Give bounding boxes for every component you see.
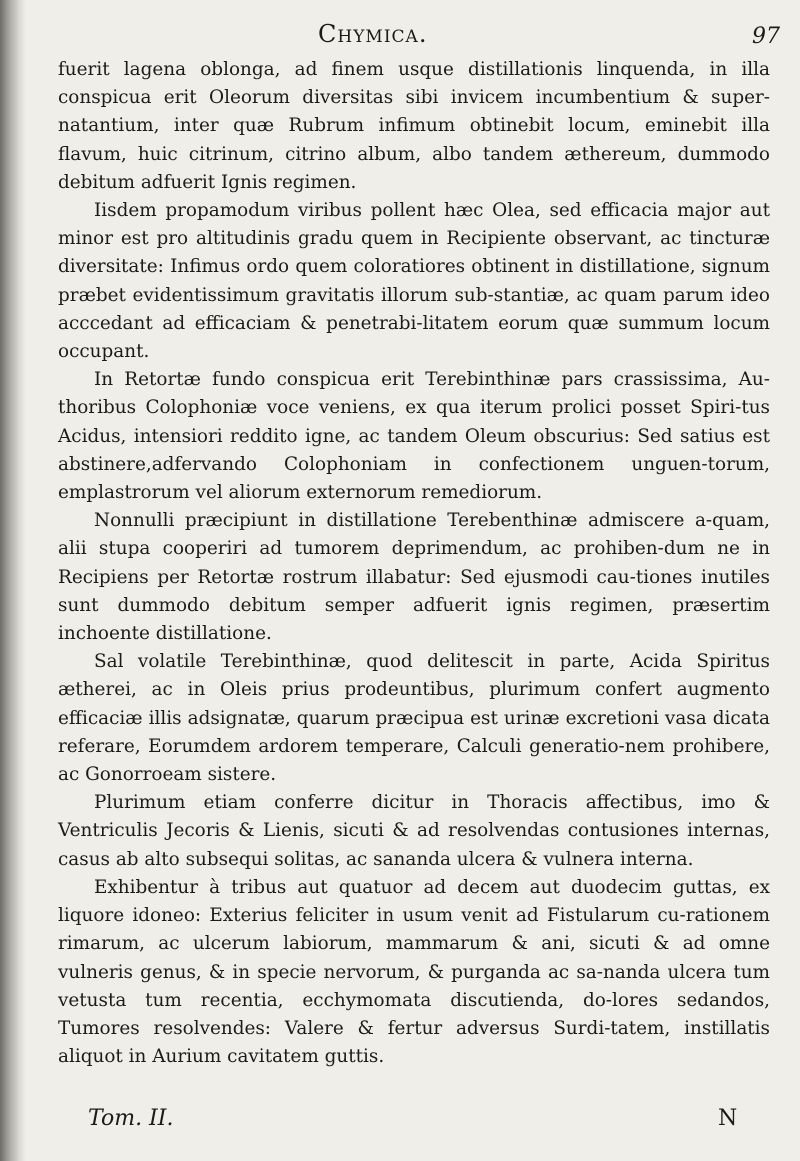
paragraph: Plurimum etiam conferre dicitur in Thoracis affectibus, imo & Ventriculis Jecoris & Lienis, sicuti & ad resolvendas contusiones internas, casus ab alto subsequi solitas, ac sananda ulcera & vulnera interna. [58,792,770,870]
page-footer [0,1106,800,1146]
signature-mark: N [718,1106,738,1131]
binding-shadow [0,0,26,1161]
volume-mark: Tom. II. [88,1106,174,1131]
paragraph: In Retortæ fundo conspicua erit Terebinthinæ pars crassissima, Au-thoribus Colophoniæ voce veniens, ex qua iterum prolici posset Spiri-tus Acidus, intensiori reddito igne, ac tandem Oleum obscurius: Sed satius est abstinere,adfervando Colophoniam in confectionem unguen-torum, emplastrorum vel aliorum externorum remediorum. [58,369,770,504]
paragraph: Iisdem propamodum viribus pollent hæc Olea, sed efficacia major aut minor est pro altitudinis gradu quem in Recipiente observant, ac tincturæ diversitate: Infimus ordo quem coloratiores obtinent in distillatione, signum præbet evidentissimum gravitatis illorum sub-stantiæ, ac quam parum ideo acccedant ad efficaciam & penetrabi-litatem eorum quæ summum locum occupant. [58,200,770,363]
paragraph: Sal volatile Terebinthinæ, quod delitescit in parte, Acida Spiritus ætherei, ac in Oleis prius prodeuntibus, plurimum confert augmento efficaciæ illis adsignatæ, quarum præcipua est urinæ excretioni vasa dicata referare, Eorumdem ardorem temperare, Calculi generatio-nem prohibere, ac Gonorroeam sistere. [58,651,770,786]
page-number: 97 [752,24,780,49]
paragraph: Exhibentur à tribus aut quatuor ad decem aut duodecim guttas, ex liquore idoneo: Exterius feliciter in usum venit ad Fistularum cu-rationem rimarum, ac ulcerum labiorum, mammarum & ani, sicuti & ad omne vulneris genus, & in specie nervorum, & purganda ac sa-nanda ulcera tum vetusta tum recentia, ecchymomata discutienda, do-lores sedandos, Tumores resolvendes: Valere & fertur adversus Surdi-tatem, instillatis aliquot in Aurium cavitatem guttis. [58,876,770,1068]
page-header [0,20,800,54]
text-body [58,56,770,1071]
paragraph: Nonnulli præcipiunt in distillatione Terebenthinæ admiscere a-quam, alii stupa cooperiri ad tumorem deprimendum, ac prohiben-dum ne in Recipiens per Retortæ rostrum illabatur: Sed ejusmodi cau-tiones inutiles sunt dummodo debitum semper adfuerit ignis regimen, præsertim inchoente distillatione. [58,510,770,645]
running-title: Chymica. [318,20,428,48]
paragraph: fuerit lagena oblonga, ad finem usque distillationis linquenda, in illa conspicua erit Oleorum diversitas sibi invicem incumbentium & super-natantium, inter quæ Rubrum infimum obtinebit locum, eminebit illa flavum, huic citrinum, citrino album, albo tandem æthereum, dummodo debitum adfuerit Ignis regimen. [58,59,770,193]
